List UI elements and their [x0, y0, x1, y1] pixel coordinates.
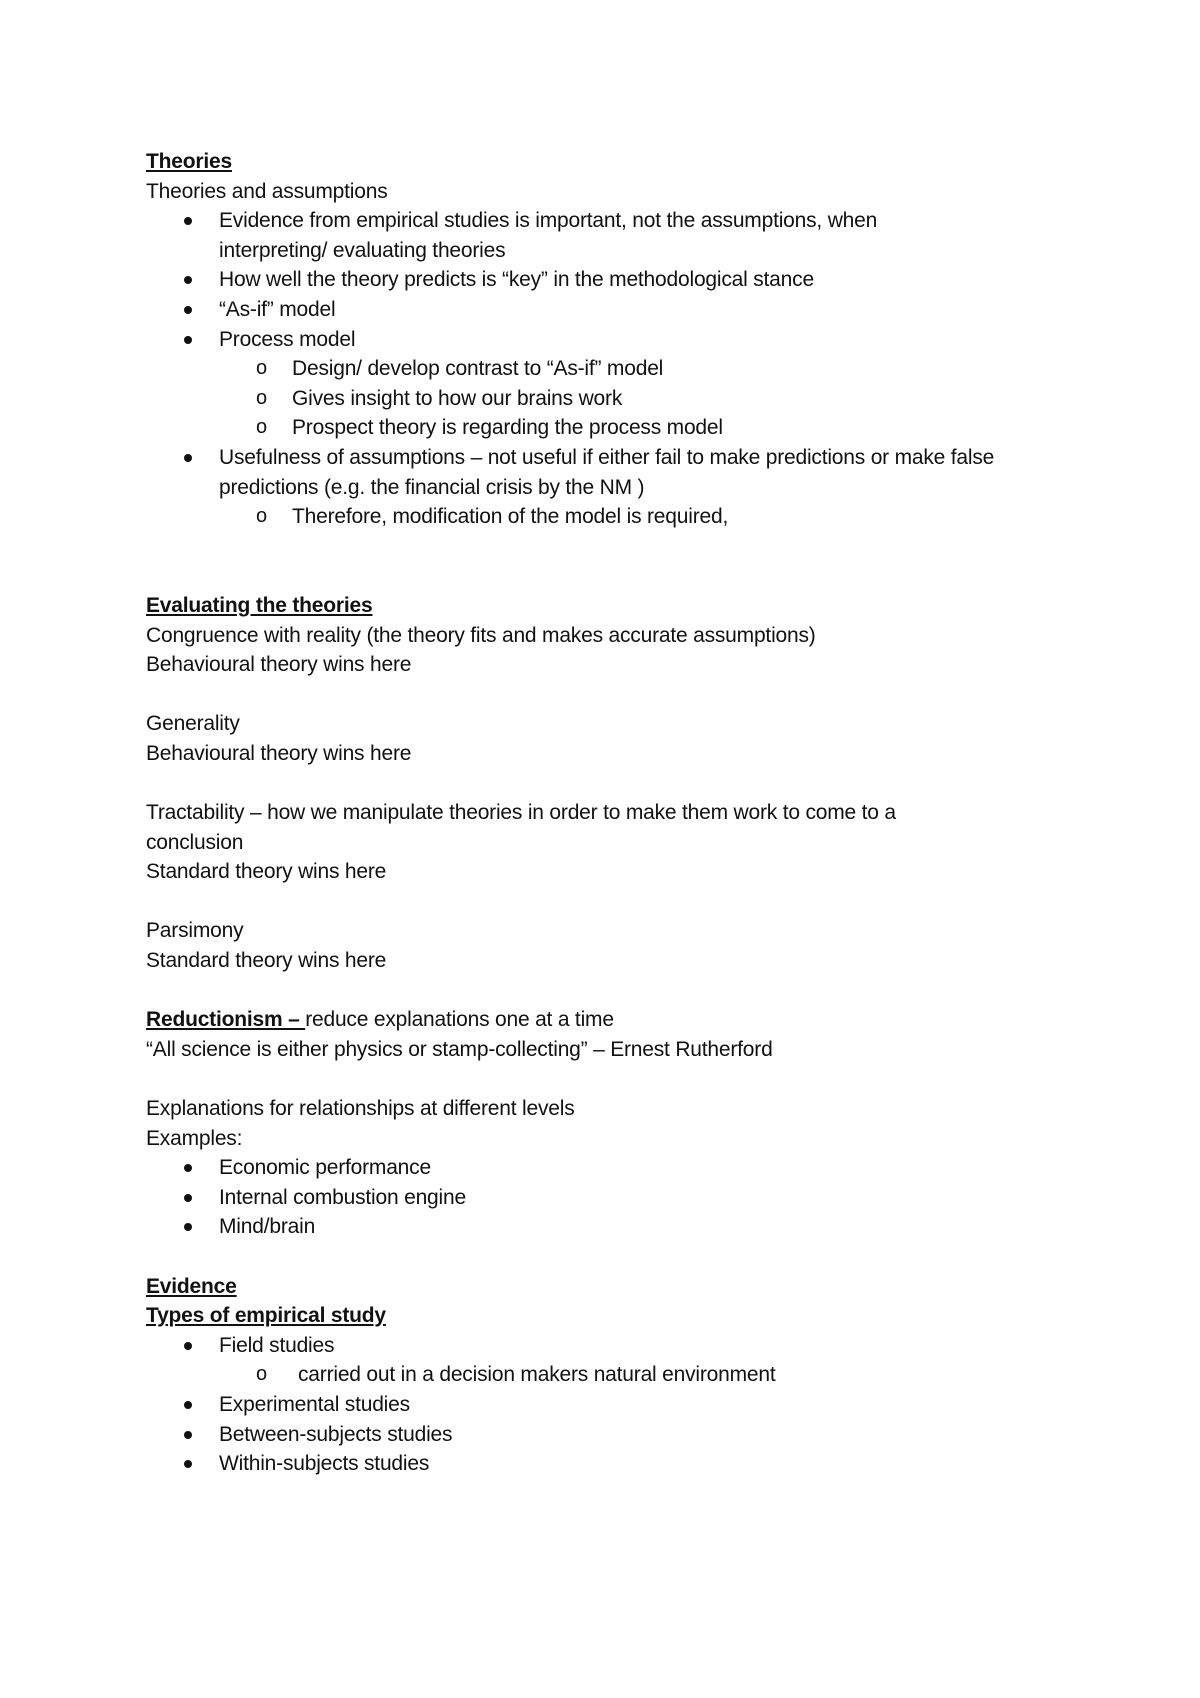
empirical-study-heading: Types of empirical study [146, 1304, 386, 1328]
spacer [146, 532, 1096, 591]
subbullet-design: o Design/ develop contrast to “As-if” model [146, 354, 1096, 384]
examples-label: Examples: [146, 1126, 243, 1150]
reductionism-text: reduce explanations one at a time [305, 1008, 614, 1032]
spacer [146, 976, 1096, 1006]
theories-subtitle: Theories and assumptions [146, 179, 388, 203]
tractability-line1: Tractability – how we manipulate theories in order to make them work to come to a [146, 801, 896, 825]
bullet-between: Between-subjects studies [146, 1420, 1096, 1450]
bullet-usefulness-line2: predictions (e.g. the financial crisis by the NM ) [219, 475, 645, 499]
subbullet-prospect: o Prospect theory is regarding the process model [146, 413, 1096, 443]
bullet-evidence-line2: interpreting/ evaluating theories [219, 238, 506, 262]
evidence-heading: Evidence [146, 1274, 237, 1298]
generality-text: Generality [146, 712, 240, 736]
generality-winner: Behavioural theory wins here [146, 741, 412, 765]
bullet-usefulness-line1: Usefulness of assumptions – not useful if either fail to make predictions or make false [146, 443, 1096, 473]
parsimony-winner: Standard theory wins here [146, 949, 387, 973]
subbullet-insight: o Gives insight to how our brains work [146, 384, 1096, 414]
tractability-winner: Standard theory wins here [146, 860, 387, 884]
bullet-field: Field studies [146, 1331, 1096, 1361]
bullet-within: Within-subjects studies [146, 1449, 1096, 1479]
bullet-engine: Internal combustion engine [146, 1183, 1096, 1213]
spacer [146, 1242, 1096, 1272]
congruence-text: Congruence with reality (the theory fits and makes accurate assumptions) [146, 623, 816, 647]
theories-heading: Theories [146, 150, 232, 173]
document-body [146, 147, 1096, 1479]
bullet-process-model: Process model [146, 325, 1096, 355]
congruence-winner: Behavioural theory wins here [146, 653, 412, 677]
reductionism-line [146, 1005, 1096, 1035]
spacer [146, 768, 1096, 798]
bullet-evidence-line1: Evidence from empirical studies is important, not the assumptions, when [146, 206, 1096, 236]
parsimony-text: Parsimony [146, 919, 244, 943]
bullet-predicts: How well the theory predicts is “key” in the methodological stance [146, 265, 1096, 295]
bullet-economic: Economic performance [146, 1153, 1096, 1183]
subbullet-modification: o Therefore, modification of the model is required, [146, 502, 1096, 532]
evaluating-heading: Evaluating the theories [146, 593, 373, 617]
tractability-line2: conclusion [146, 830, 244, 854]
spacer [146, 680, 1096, 710]
spacer [146, 1064, 1096, 1094]
spacer [146, 887, 1096, 917]
subbullet-field-env: o carried out in a decision makers natural environment [146, 1360, 1096, 1390]
bullet-mind-brain: Mind/brain [146, 1212, 1096, 1242]
reductionism-heading: Reductionism – [146, 1008, 306, 1032]
bullet-experimental: Experimental studies [146, 1390, 1096, 1420]
rutherford-quote: “All science is either physics or stamp-collecting” – Ernest Rutherford [146, 1037, 773, 1061]
explanations-text: Explanations for relationships at different levels [146, 1097, 575, 1120]
bullet-as-if: “As-if” model [146, 295, 1096, 325]
